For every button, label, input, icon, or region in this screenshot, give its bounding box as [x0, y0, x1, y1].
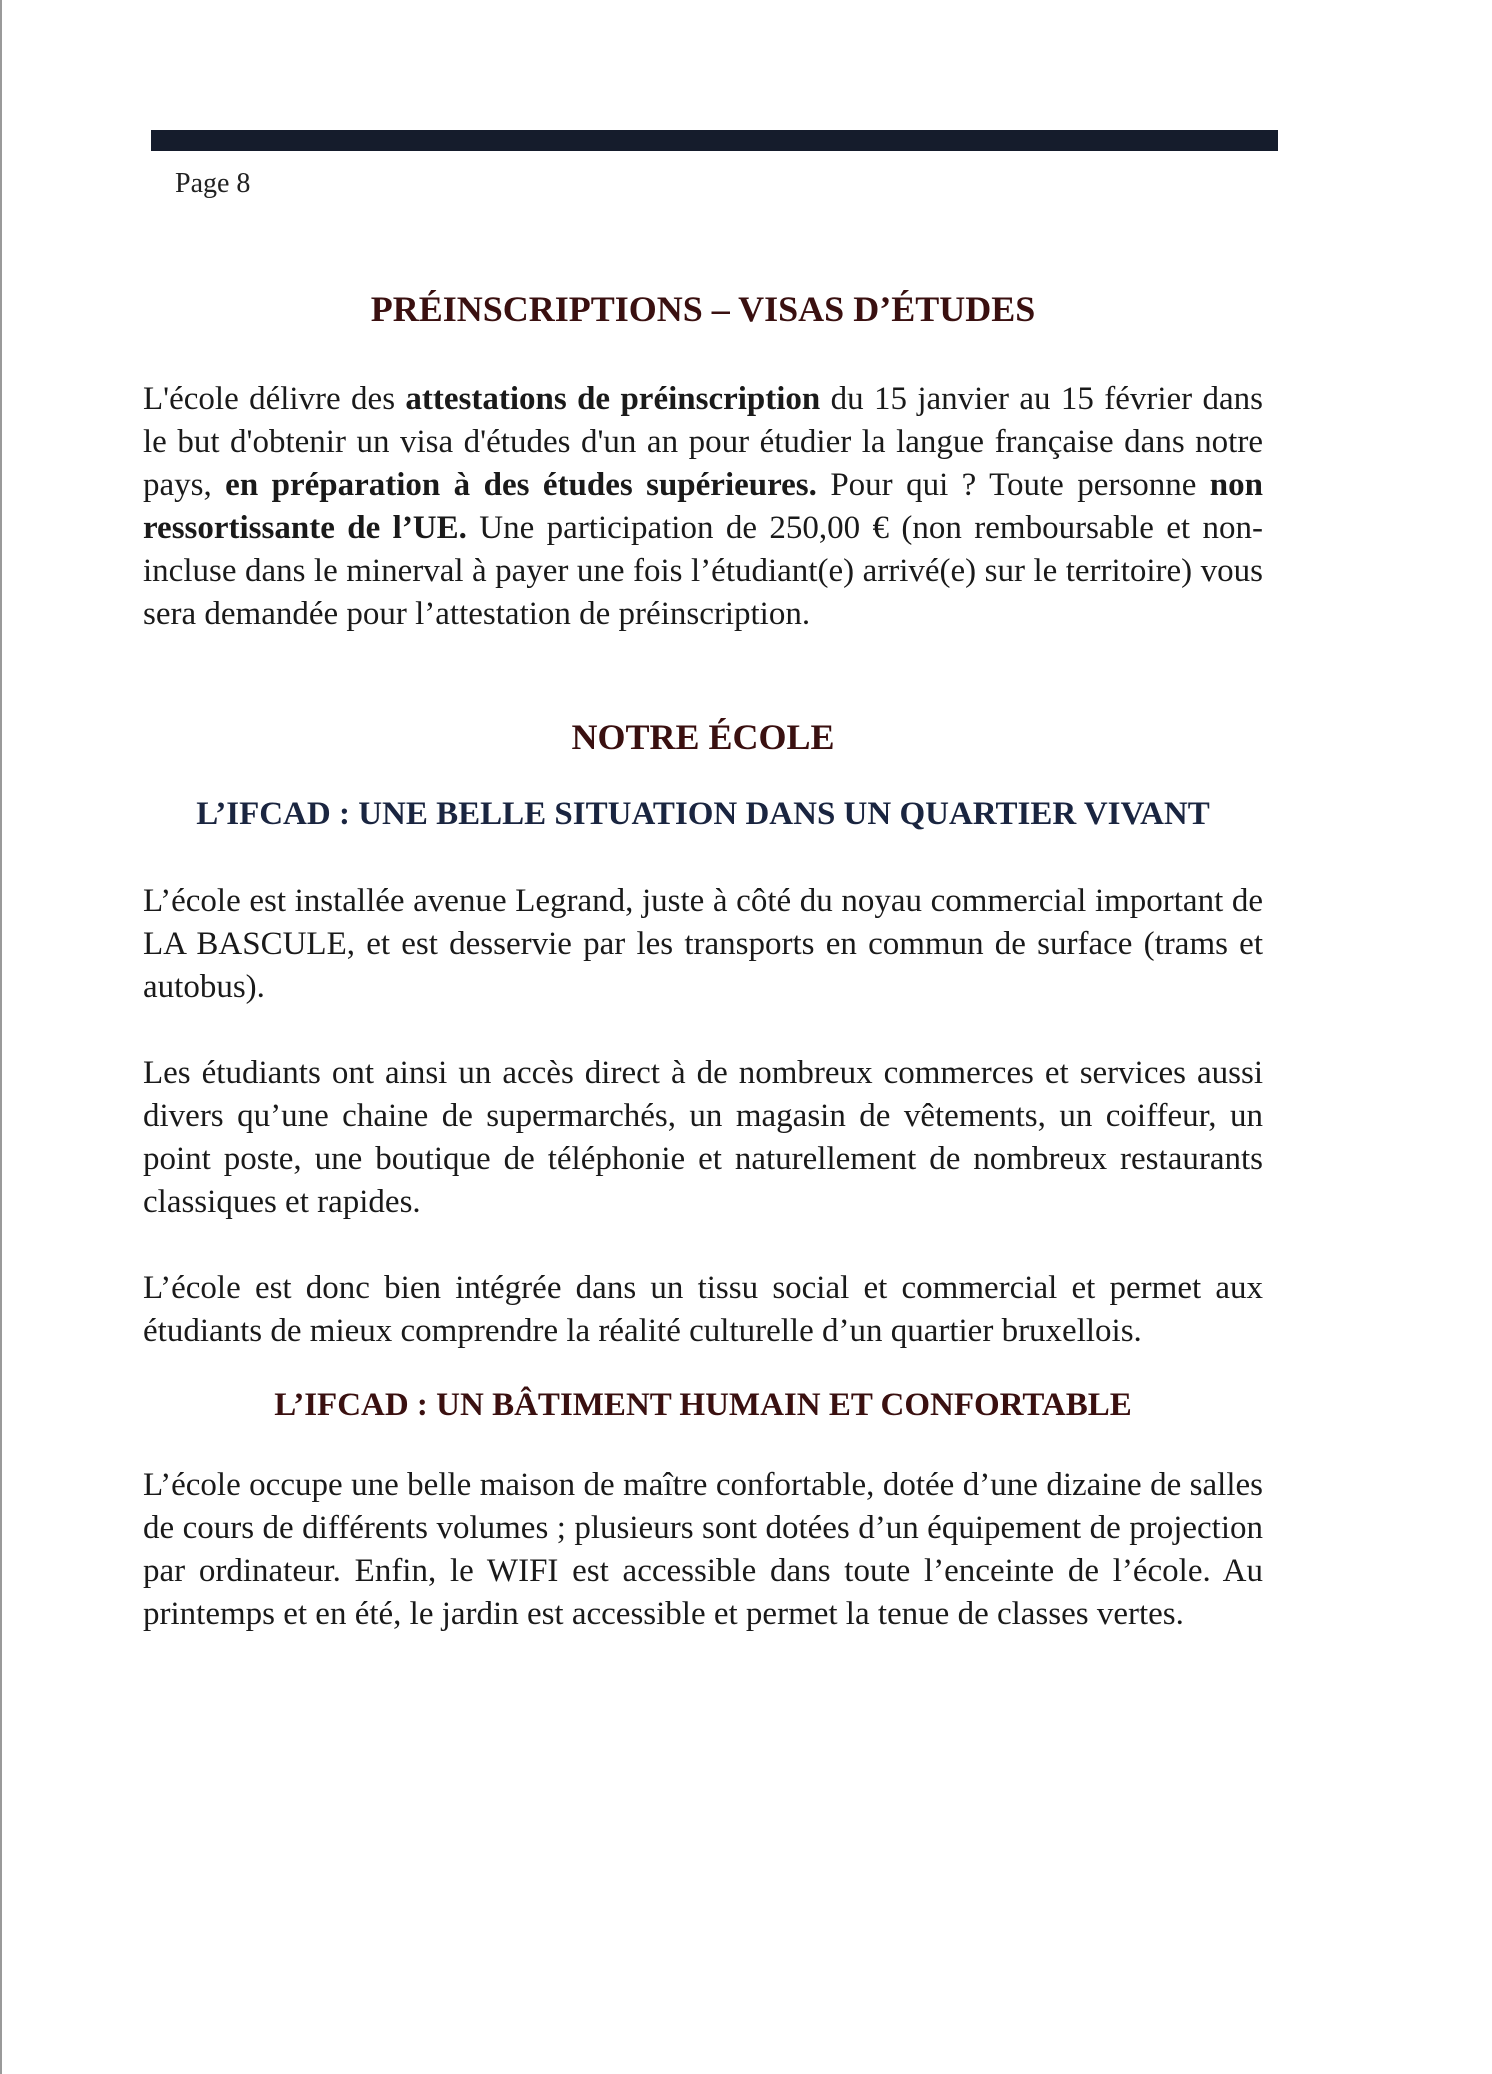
- bold-run: non ressortissante de l’UE.: [143, 467, 1263, 546]
- subsection-title-batiment: L’IFCAD : UN BÂTIMENT HUMAIN ET CONFORTABLE: [274, 1387, 1132, 1423]
- text-run: du 15 janvier au 15 février dans le but d'obtenir un visa d'études d'un an pour étudier la langue française dans notre pays,: [143, 381, 1263, 503]
- paragraph-preinscriptions: [143, 378, 1263, 636]
- header-bar: [151, 130, 1278, 151]
- paragraph-situation-3: L’école est donc bien intégrée dans un tissu social et commercial et permet aux étudiants de mieux comprendre la réalité culturelle d’un quartier bruxellois.: [143, 1270, 1263, 1349]
- text-run: L'école délivre des: [143, 381, 406, 417]
- page-number: Page 8: [175, 168, 251, 199]
- section-title-notre-ecole: NOTRE ÉCOLE: [571, 717, 835, 757]
- section-title-preinscriptions: PRÉINSCRIPTIONS – VISAS D’ÉTUDES: [370, 289, 1036, 329]
- bold-run: attestations de préinscription: [405, 381, 821, 417]
- paragraph-situation-2: Les étudiants ont ainsi un accès direct à de nombreux commerces et services aussi divers qu’une chaine de supermarchés, un magasin de vêtements, un coiffeur, un point poste, une boutique de téléphonie et naturellement de nombreux restaurants classiques et rapides.: [143, 1055, 1263, 1220]
- text-run: Pour qui ? Toute personne: [816, 467, 1210, 503]
- page-edge: [0, 0, 2, 2074]
- paragraph-situation-1: L’école est installée avenue Legrand, juste à côté du noyau commercial important de LA BASCULE, et est desservie par les transports en commun de surface (trams et autobus).: [143, 883, 1263, 1005]
- text-run: Une participation de 250,00 € (non remboursable et non-incluse dans le minerval à payer une fois l’étudiant(e) arrivé(e) sur le territoire) vous sera demandée pour l’attestation de préinscription.: [143, 510, 1263, 632]
- bold-run: en préparation à des études supérieures.: [211, 467, 817, 503]
- paragraph-batiment: L’école occupe une belle maison de maître confortable, dotée d’une dizaine de salles de cours de différents volumes ; plusieurs sont dotées d’un équipement de projection par ordinateur. Enfin, le WIFI est accessible dans toute l’enceinte de l’école. Au printemps et en été, le jardin est accessible et permet la tenue de classes vertes.: [143, 1467, 1263, 1632]
- page-content: [143, 280, 1263, 1636]
- subsection-title-situation: L’IFCAD : UNE BELLE SITUATION DANS UN QUARTIER VIVANT: [196, 796, 1210, 832]
